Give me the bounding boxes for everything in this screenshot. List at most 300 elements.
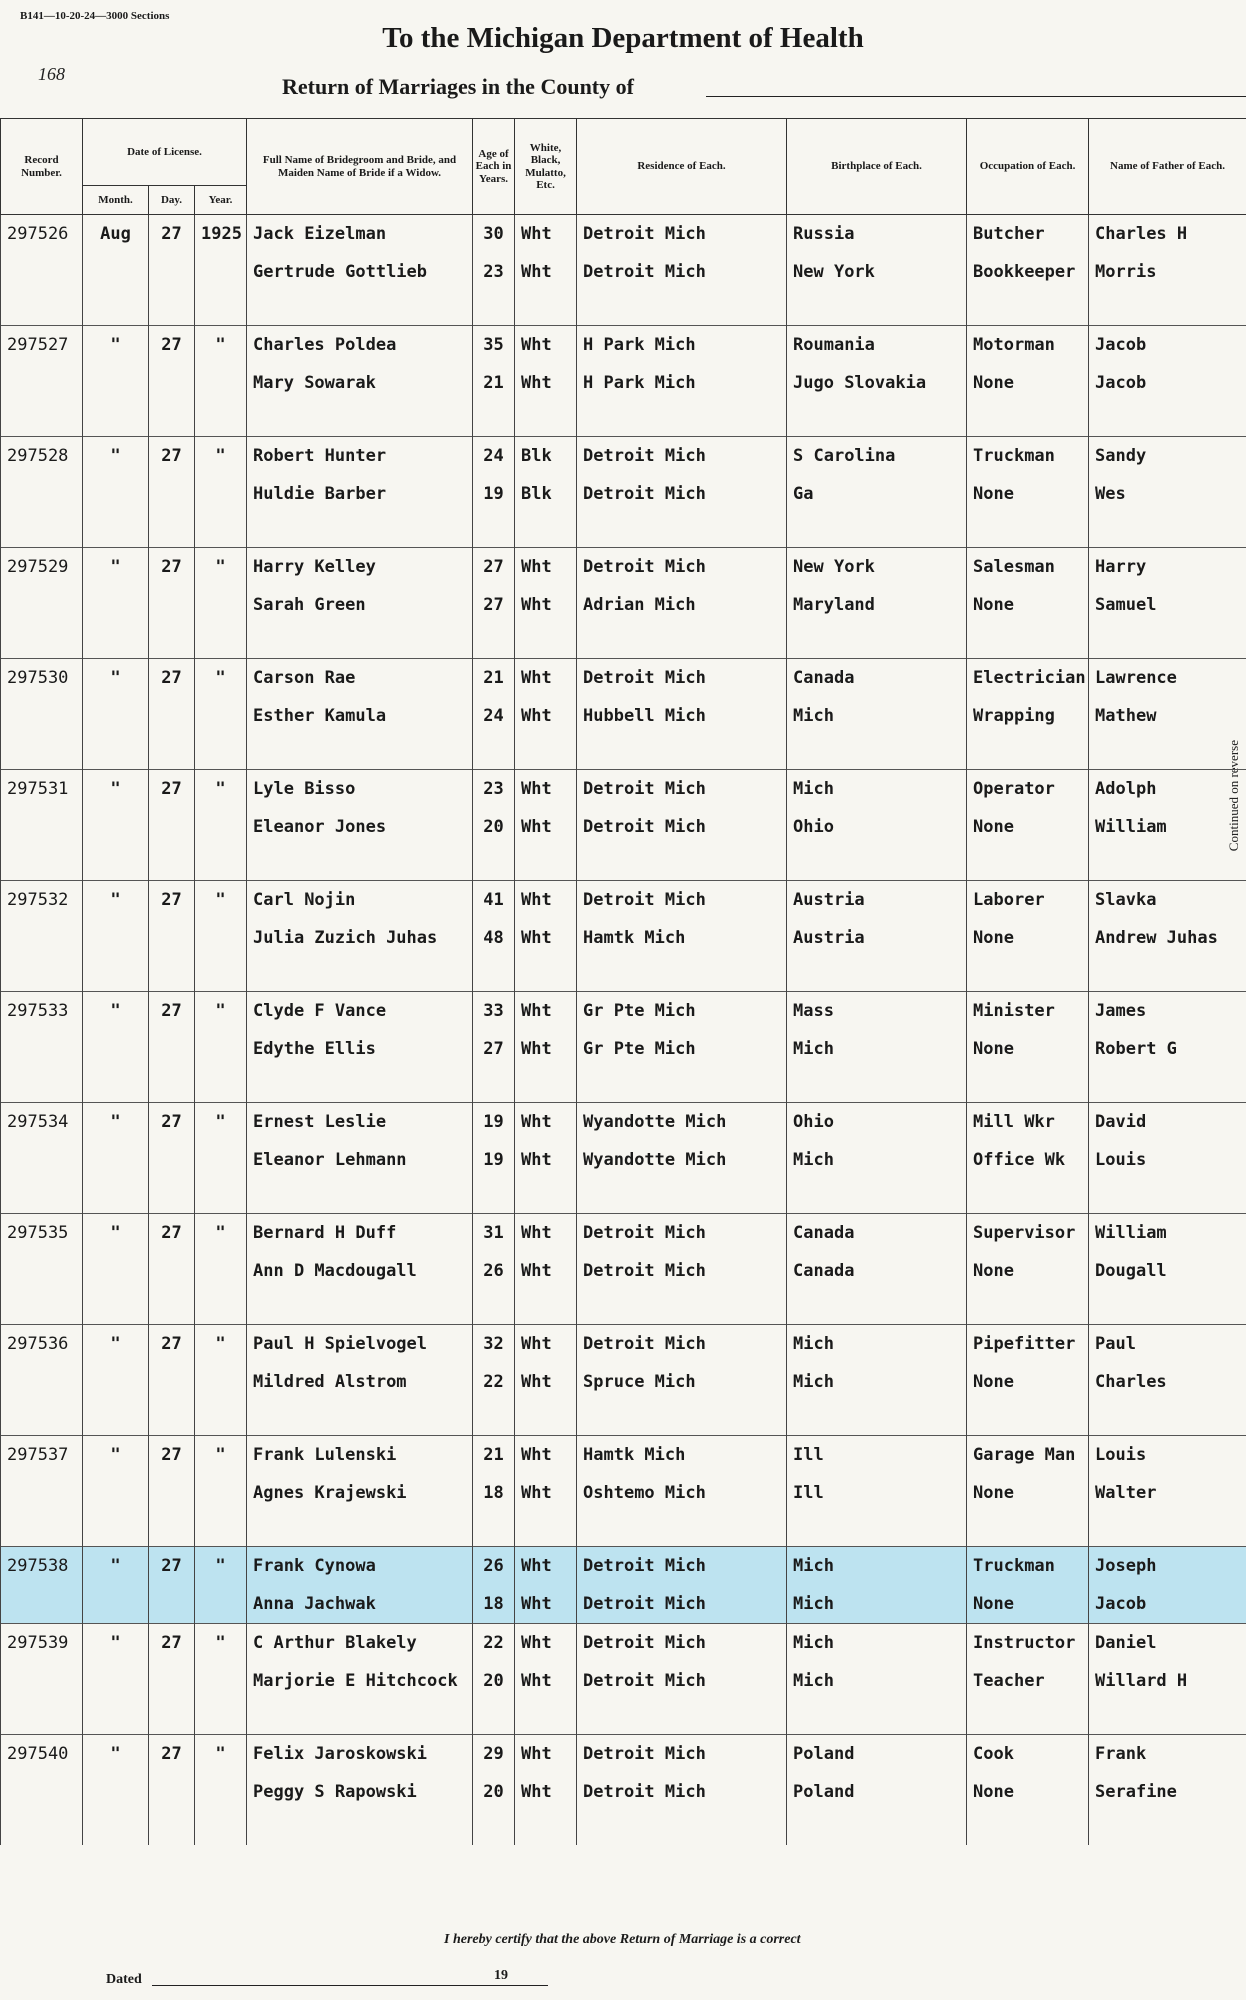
license-day: 27	[149, 215, 195, 254]
bride-father: Robert G	[1089, 1030, 1246, 1068]
groom-residence: H Park Mich	[577, 326, 787, 365]
marriage-ledger-table	[0, 118, 1246, 1845]
groom-birthplace: Canada	[787, 659, 967, 698]
bride-name: Peggy S Rapowski	[247, 1773, 473, 1811]
groom-occupation: Laborer	[967, 881, 1089, 920]
page-number: 168	[38, 64, 65, 84]
bride-residence: Adrian Mich	[577, 586, 787, 624]
bride-birthplace: Mich	[787, 1585, 967, 1624]
bride-birthplace: Jugo Slovakia	[787, 364, 967, 402]
continued-note: Continued on reverse	[1226, 740, 1241, 852]
bride-race: Wht	[515, 1585, 577, 1624]
groom-name: Lyle Bisso	[247, 770, 473, 809]
groom-residence: Detroit Mich	[577, 1214, 787, 1253]
form-code: B141—10-20-24—3000 Sections	[20, 10, 170, 22]
bride-father: Andrew Juhas	[1089, 919, 1246, 957]
bride-birthplace: Ill	[787, 1474, 967, 1512]
record-number: 297533	[1, 992, 83, 1031]
bride-father: Mathew	[1089, 697, 1246, 735]
groom-race: Wht	[515, 215, 577, 254]
record-number: 297539	[1, 1624, 83, 1663]
groom-birthplace: Roumania	[787, 326, 967, 365]
license-month: "	[83, 1214, 149, 1253]
record-row-bride	[1, 1363, 1246, 1401]
bride-father: Morris	[1089, 253, 1246, 291]
bride-birthplace: Mich	[787, 697, 967, 735]
groom-father: Frank	[1089, 1735, 1246, 1774]
groom-occupation: Salesman	[967, 548, 1089, 587]
license-month: "	[83, 881, 149, 920]
bride-father: Louis	[1089, 1141, 1246, 1179]
groom-birthplace: Austria	[787, 881, 967, 920]
record-row-bride	[1, 1141, 1246, 1179]
record-row	[1, 1325, 1246, 1364]
col-license-date: Date of License.	[83, 119, 247, 186]
record-row-bride	[1, 919, 1246, 957]
license-year: "	[195, 659, 247, 698]
groom-residence: Wyandotte Mich	[577, 1103, 787, 1142]
bride-occupation: None	[967, 1474, 1089, 1512]
bride-residence: Wyandotte Mich	[577, 1141, 787, 1179]
bride-age: 21	[473, 364, 515, 402]
license-day: 27	[149, 1547, 195, 1586]
bride-name: Ann D Macdougall	[247, 1252, 473, 1290]
page-subtitle: Return of Marriages in the County of	[282, 74, 634, 99]
bride-father: Samuel	[1089, 586, 1246, 624]
groom-race: Wht	[515, 1325, 577, 1364]
groom-father: William	[1089, 1214, 1246, 1253]
record-row-bride	[1, 1474, 1246, 1512]
groom-race: Wht	[515, 992, 577, 1031]
bride-age: 48	[473, 919, 515, 957]
dated-blank-line	[152, 1985, 548, 1986]
license-year: "	[195, 326, 247, 365]
bride-birthplace: Poland	[787, 1773, 967, 1811]
certification-text: I hereby certify that the above Return of Marriage is a correct	[444, 1932, 801, 1947]
bride-age: 19	[473, 475, 515, 513]
record-number: 297532	[1, 881, 83, 920]
groom-name: Harry Kelley	[247, 548, 473, 587]
record-row	[1, 881, 1246, 920]
license-month: Aug	[83, 215, 149, 254]
groom-name: Frank Cynowa	[247, 1547, 473, 1586]
col-father: Name of Father of Each.	[1089, 119, 1246, 215]
bride-race: Blk	[515, 475, 577, 513]
license-day: 27	[149, 437, 195, 476]
record-row	[1, 1624, 1246, 1663]
bride-name: Edythe Ellis	[247, 1030, 473, 1068]
license-year: "	[195, 437, 247, 476]
license-month: "	[83, 1735, 149, 1774]
groom-name: Robert Hunter	[247, 437, 473, 476]
license-month: "	[83, 770, 149, 809]
groom-father: Joseph	[1089, 1547, 1246, 1586]
groom-birthplace: S Carolina	[787, 437, 967, 476]
bride-name: Esther Kamula	[247, 697, 473, 735]
record-number: 297534	[1, 1103, 83, 1142]
license-year: 1925	[195, 215, 247, 254]
bride-father: Jacob	[1089, 1585, 1246, 1624]
bride-age: 27	[473, 1030, 515, 1068]
bride-birthplace: Canada	[787, 1252, 967, 1290]
bride-occupation: None	[967, 364, 1089, 402]
record-row-bride	[1, 808, 1246, 846]
groom-age: 31	[473, 1214, 515, 1253]
groom-residence: Detroit Mich	[577, 1735, 787, 1774]
bride-name: Marjorie E Hitchcock	[247, 1662, 473, 1700]
col-year: Year.	[195, 186, 247, 215]
record-row	[1, 770, 1246, 809]
bride-race: Wht	[515, 1662, 577, 1700]
bride-residence: Detroit Mich	[577, 1773, 787, 1811]
bride-residence: Detroit Mich	[577, 1585, 787, 1624]
bride-name: Gertrude Gottlieb	[247, 253, 473, 291]
groom-age: 29	[473, 1735, 515, 1774]
groom-race: Wht	[515, 659, 577, 698]
groom-residence: Detroit Mich	[577, 437, 787, 476]
groom-father: Sandy	[1089, 437, 1246, 476]
groom-age: 22	[473, 1624, 515, 1663]
groom-race: Wht	[515, 1547, 577, 1586]
bride-birthplace: New York	[787, 253, 967, 291]
bride-name: Mildred Alstrom	[247, 1363, 473, 1401]
license-day: 27	[149, 1325, 195, 1364]
record-row-bride	[1, 1585, 1246, 1624]
bride-residence: Gr Pte Mich	[577, 1030, 787, 1068]
bride-age: 20	[473, 808, 515, 846]
license-day: 27	[149, 1214, 195, 1253]
record-number: 297528	[1, 437, 83, 476]
groom-age: 21	[473, 1436, 515, 1475]
record-row	[1, 659, 1246, 698]
groom-father: David	[1089, 1103, 1246, 1142]
bride-race: Wht	[515, 1141, 577, 1179]
bride-race: Wht	[515, 364, 577, 402]
record-number: 297535	[1, 1214, 83, 1253]
groom-age: 21	[473, 659, 515, 698]
groom-age: 23	[473, 770, 515, 809]
bride-race: Wht	[515, 253, 577, 291]
license-day: 27	[149, 1436, 195, 1475]
col-birthplace: Birthplace of Each.	[787, 119, 967, 215]
bride-birthplace: Maryland	[787, 586, 967, 624]
col-name: Full Name of Bridegroom and Bride, and Maiden Name of Bride if a Widow.	[247, 119, 473, 215]
bride-race: Wht	[515, 586, 577, 624]
bride-father: Jacob	[1089, 364, 1246, 402]
license-month: "	[83, 1436, 149, 1475]
bride-occupation: None	[967, 475, 1089, 513]
groom-occupation: Butcher	[967, 215, 1089, 254]
groom-race: Wht	[515, 881, 577, 920]
col-record: Record Number.	[1, 119, 83, 215]
record-row-bride	[1, 1030, 1246, 1068]
year-prefix: 19	[494, 1968, 508, 1983]
groom-age: 26	[473, 1547, 515, 1586]
bride-residence: Detroit Mich	[577, 253, 787, 291]
groom-birthplace: Mich	[787, 1325, 967, 1364]
bride-age: 20	[473, 1773, 515, 1811]
record-row	[1, 548, 1246, 587]
bride-birthplace: Ohio	[787, 808, 967, 846]
license-day: 27	[149, 992, 195, 1031]
record-row	[1, 437, 1246, 476]
bride-occupation: None	[967, 1363, 1089, 1401]
license-day: 27	[149, 326, 195, 365]
groom-race: Blk	[515, 437, 577, 476]
groom-father: James	[1089, 992, 1246, 1031]
bride-residence: Detroit Mich	[577, 1252, 787, 1290]
col-race: White, Black, Mulatto, Etc.	[515, 119, 577, 215]
groom-occupation: Operator	[967, 770, 1089, 809]
bride-residence: Oshtemo Mich	[577, 1474, 787, 1512]
bride-age: 20	[473, 1662, 515, 1700]
record-number: 297540	[1, 1735, 83, 1774]
bride-father: Walter	[1089, 1474, 1246, 1512]
license-month: "	[83, 1624, 149, 1663]
bride-residence: Detroit Mich	[577, 1662, 787, 1700]
groom-father: Slavka	[1089, 881, 1246, 920]
bride-occupation: None	[967, 1252, 1089, 1290]
license-year: "	[195, 1214, 247, 1253]
license-year: "	[195, 1735, 247, 1774]
groom-age: 30	[473, 215, 515, 254]
groom-occupation: Supervisor	[967, 1214, 1089, 1253]
bride-age: 22	[473, 1363, 515, 1401]
bride-age: 19	[473, 1141, 515, 1179]
bride-age: 18	[473, 1585, 515, 1624]
groom-residence: Detroit Mich	[577, 1547, 787, 1586]
dated-label: Dated	[106, 1972, 142, 1987]
record-row	[1, 326, 1246, 365]
groom-birthplace: Canada	[787, 1214, 967, 1253]
bride-occupation: None	[967, 586, 1089, 624]
bride-residence: Hubbell Mich	[577, 697, 787, 735]
groom-age: 35	[473, 326, 515, 365]
bride-name: Eleanor Jones	[247, 808, 473, 846]
bride-name: Julia Zuzich Juhas	[247, 919, 473, 957]
groom-name: C Arthur Blakely	[247, 1624, 473, 1663]
groom-name: Frank Lulenski	[247, 1436, 473, 1475]
groom-occupation: Minister	[967, 992, 1089, 1031]
groom-race: Wht	[515, 326, 577, 365]
license-year: "	[195, 992, 247, 1031]
groom-father: Charles H	[1089, 215, 1246, 254]
record-row-bride	[1, 1773, 1246, 1811]
groom-occupation: Instructor	[967, 1624, 1089, 1663]
groom-residence: Detroit Mich	[577, 881, 787, 920]
bride-name: Anna Jachwak	[247, 1585, 473, 1624]
bride-father: Dougall	[1089, 1252, 1246, 1290]
groom-father: Adolph	[1089, 770, 1246, 809]
groom-residence: Detroit Mich	[577, 215, 787, 254]
record-number: 297531	[1, 770, 83, 809]
groom-name: Bernard H Duff	[247, 1214, 473, 1253]
license-month: "	[83, 1547, 149, 1586]
bride-name: Mary Sowarak	[247, 364, 473, 402]
groom-birthplace: Mass	[787, 992, 967, 1031]
groom-age: 41	[473, 881, 515, 920]
license-year: "	[195, 548, 247, 587]
page-title: To the Michigan Department of Health	[382, 22, 864, 54]
bride-occupation: None	[967, 1773, 1089, 1811]
license-year: "	[195, 770, 247, 809]
bride-occupation: Office Wk	[967, 1141, 1089, 1179]
groom-name: Clyde F Vance	[247, 992, 473, 1031]
bride-age: 26	[473, 1252, 515, 1290]
groom-birthplace: Ill	[787, 1436, 967, 1475]
groom-birthplace: Mich	[787, 1624, 967, 1663]
groom-father: Paul	[1089, 1325, 1246, 1364]
groom-birthplace: Mich	[787, 770, 967, 809]
groom-race: Wht	[515, 1214, 577, 1253]
record-row	[1, 215, 1246, 254]
bride-name: Agnes Krajewski	[247, 1474, 473, 1512]
groom-race: Wht	[515, 1103, 577, 1142]
record-number: 297536	[1, 1325, 83, 1364]
groom-name: Charles Poldea	[247, 326, 473, 365]
groom-occupation: Truckman	[967, 1547, 1089, 1586]
bride-birthplace: Ga	[787, 475, 967, 513]
record-number: 297538	[1, 1547, 83, 1586]
bride-father: Wes	[1089, 475, 1246, 513]
groom-occupation: Electrician	[967, 659, 1089, 698]
record-row-bride	[1, 1662, 1246, 1700]
bride-father: William	[1089, 808, 1246, 846]
license-day: 27	[149, 659, 195, 698]
bride-age: 24	[473, 697, 515, 735]
groom-father: Lawrence	[1089, 659, 1246, 698]
groom-name: Jack Eizelman	[247, 215, 473, 254]
groom-age: 33	[473, 992, 515, 1031]
bride-residence: Detroit Mich	[577, 808, 787, 846]
bride-name: Sarah Green	[247, 586, 473, 624]
bride-race: Wht	[515, 808, 577, 846]
record-row-bride	[1, 586, 1246, 624]
bride-father: Charles	[1089, 1363, 1246, 1401]
groom-race: Wht	[515, 770, 577, 809]
groom-name: Ernest Leslie	[247, 1103, 473, 1142]
bride-age: 18	[473, 1474, 515, 1512]
groom-race: Wht	[515, 548, 577, 587]
header-row	[1, 119, 1246, 186]
bride-race: Wht	[515, 1773, 577, 1811]
record-row-bride	[1, 697, 1246, 735]
col-residence: Residence of Each.	[577, 119, 787, 215]
bride-occupation: None	[967, 919, 1089, 957]
bride-race: Wht	[515, 1252, 577, 1290]
county-blank-line	[706, 96, 1246, 97]
record-row	[1, 992, 1246, 1031]
groom-residence: Detroit Mich	[577, 1624, 787, 1663]
license-month: "	[83, 1103, 149, 1142]
groom-race: Wht	[515, 1735, 577, 1774]
license-month: "	[83, 992, 149, 1031]
groom-father: Louis	[1089, 1436, 1246, 1475]
bride-residence: Spruce Mich	[577, 1363, 787, 1401]
ledger-body	[1, 215, 1246, 1846]
license-year: "	[195, 881, 247, 920]
bride-birthplace: Mich	[787, 1662, 967, 1700]
bride-race: Wht	[515, 697, 577, 735]
groom-name: Felix Jaroskowski	[247, 1735, 473, 1774]
groom-residence: Gr Pte Mich	[577, 992, 787, 1031]
license-year: "	[195, 1436, 247, 1475]
license-month: "	[83, 1325, 149, 1364]
groom-occupation: Cook	[967, 1735, 1089, 1774]
col-month: Month.	[83, 186, 149, 215]
bride-race: Wht	[515, 1363, 577, 1401]
groom-race: Wht	[515, 1436, 577, 1475]
record-row	[1, 1547, 1246, 1586]
groom-occupation: Garage Man	[967, 1436, 1089, 1475]
groom-occupation: Motorman	[967, 326, 1089, 365]
bride-race: Wht	[515, 919, 577, 957]
record-number: 297529	[1, 548, 83, 587]
groom-birthplace: Russia	[787, 215, 967, 254]
groom-race: Wht	[515, 1624, 577, 1663]
bride-name: Eleanor Lehmann	[247, 1141, 473, 1179]
record-row-bride	[1, 1252, 1246, 1290]
record-row-bride	[1, 253, 1246, 291]
record-number: 297527	[1, 326, 83, 365]
groom-age: 32	[473, 1325, 515, 1364]
bride-occupation: None	[967, 808, 1089, 846]
bride-race: Wht	[515, 1030, 577, 1068]
bride-father: Willard H	[1089, 1662, 1246, 1700]
col-day: Day.	[149, 186, 195, 215]
groom-residence: Detroit Mich	[577, 770, 787, 809]
bride-occupation: Teacher	[967, 1662, 1089, 1700]
record-row	[1, 1214, 1246, 1253]
record-row-bride	[1, 475, 1246, 513]
license-day: 27	[149, 1735, 195, 1774]
bride-occupation: Wrapping	[967, 697, 1089, 735]
groom-birthplace: New York	[787, 548, 967, 587]
record-row	[1, 1103, 1246, 1142]
license-day: 27	[149, 881, 195, 920]
bride-occupation: Bookkeeper	[967, 253, 1089, 291]
col-occupation: Occupation of Each.	[967, 119, 1089, 215]
record-number: 297530	[1, 659, 83, 698]
groom-residence: Detroit Mich	[577, 548, 787, 587]
groom-name: Carson Rae	[247, 659, 473, 698]
groom-occupation: Mill Wkr	[967, 1103, 1089, 1142]
groom-occupation: Truckman	[967, 437, 1089, 476]
groom-occupation: Pipefitter	[967, 1325, 1089, 1364]
groom-birthplace: Poland	[787, 1735, 967, 1774]
record-number: 297526	[1, 215, 83, 254]
license-year: "	[195, 1325, 247, 1364]
bride-birthplace: Mich	[787, 1141, 967, 1179]
groom-residence: Detroit Mich	[577, 1325, 787, 1364]
license-month: "	[83, 548, 149, 587]
bride-residence: Detroit Mich	[577, 475, 787, 513]
license-day: 27	[149, 1624, 195, 1663]
license-month: "	[83, 659, 149, 698]
bride-birthplace: Mich	[787, 1363, 967, 1401]
license-day: 27	[149, 548, 195, 587]
bride-father: Serafine	[1089, 1773, 1246, 1811]
groom-residence: Detroit Mich	[577, 659, 787, 698]
license-year: "	[195, 1103, 247, 1142]
license-year: "	[195, 1547, 247, 1586]
groom-father: Daniel	[1089, 1624, 1246, 1663]
bride-age: 23	[473, 253, 515, 291]
groom-age: 27	[473, 548, 515, 587]
bride-name: Huldie Barber	[247, 475, 473, 513]
license-month: "	[83, 437, 149, 476]
bride-occupation: None	[967, 1030, 1089, 1068]
